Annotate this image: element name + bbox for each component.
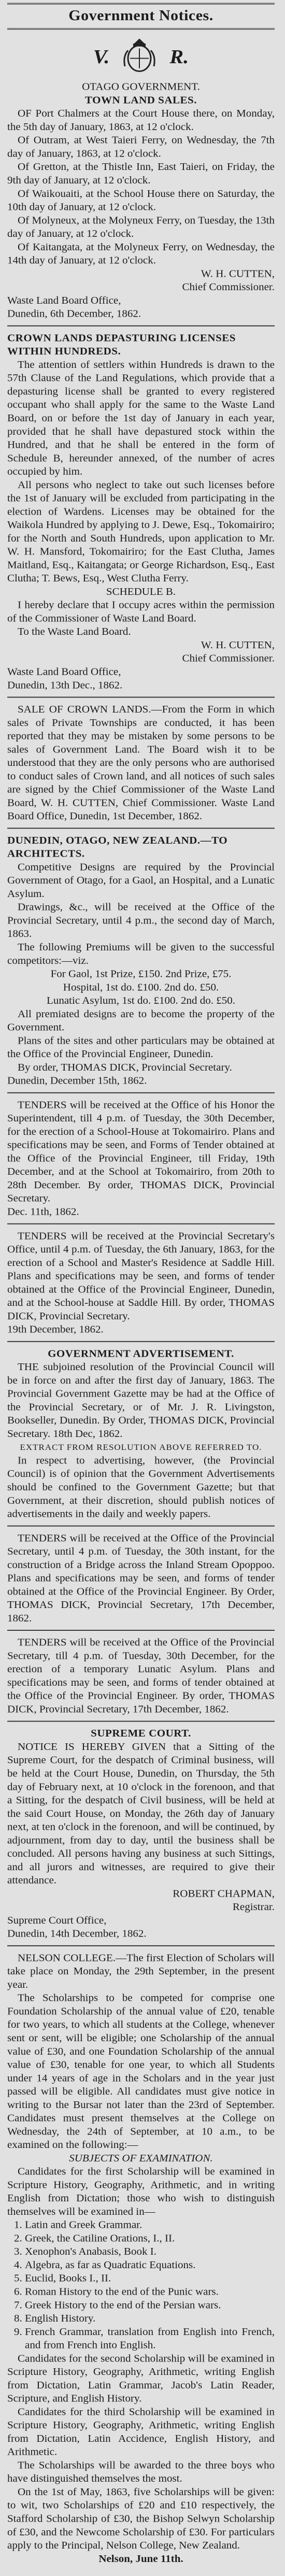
royal-crest xyxy=(7,33,275,80)
notice-paragraph: Of Molyneux, at the Molyneux Ferry, on Tuesday, the 13th day of January, at 12 o'clock. xyxy=(7,214,275,239)
notice-footer: 19th December, 1862. xyxy=(7,1323,104,1335)
notice-paragraph: TENDERS will be received at the Office of the Provincial Secretary, till 4 p.m. of Tuesday, 30th December, for the erection of a temporary Lunatic Asylum. Plans and specifications may be seen, and forms of tender obtained at the Office of the Provincial Engineer. By order, THOMAS DICK, Provincial Secretary, 17th December, 1862. xyxy=(7,1636,275,1715)
notice-paragraph: THE subjoined resolution of the Provincial Council will be in force on and after the first day of January, 1863. The Provincial Government Gazette may be had at the Office of the Provincial Secretary, or of Mr. J. R. Livingston, Bookseller, Dunedin. By Order, THOMAS DICK, Provincial Secretary. 18th Dec, 1862. xyxy=(7,1360,275,1440)
crest-letter-right: R. xyxy=(169,45,189,68)
notice-government-advertisement xyxy=(7,1347,275,1520)
notice-paragraph: All premiated designs are to become the property of the Government. xyxy=(7,1007,275,1033)
notice-signature-title: Chief Commissioner. xyxy=(182,280,275,293)
divider xyxy=(7,1526,275,1527)
premium-line: Hospital, 1st do. £100. 2nd do. £50. xyxy=(63,981,219,993)
notice-paragraph: Competitive Designs are required by the Provincial Government of Otago, for a Gaol, an Hospital, and a Lunatic Asylum. xyxy=(7,861,275,900)
notice-paragraph: Of Waikouaiti, at the School House there on Saturday, the 10th day of January, at 12 o'clock. xyxy=(7,187,275,213)
notice-paragraph: All persons who neglect to take out such licenses before the 1st of January will be excluded from participating in the election of Wardens. Licenses may be obtained for the Waikola Hundred by applying to J. Dewe, Esq., Tokomairiro; for the North and South Hundreds, upon application to Mr. W. H. Mansford, Tokomairiro; for the East Clutha, James Maitland, Esq., Kaitangata; or George Richardson, Esq., East Clutha; T. Bews, Esq., West Clutha Ferry. xyxy=(7,478,275,584)
page-title: Government Notices. xyxy=(7,3,275,30)
notice-sale-of-crown-lands xyxy=(7,703,275,823)
notice-paragraph: The attention of settlers within Hundreds is drawn to the 57th Clause of the Land Regulations, which provide that a depasturing license shall be granted to every registered occupant who shall apply for the same to the Waste Land Board, on or before the 1st day of January in each year, provided that he shall have depastured stock within the Hundred, and that he shall be entered in the form of Schedule B, hereunder annexed, of the number of acres occupied by him. xyxy=(7,358,275,477)
notice-footer: Supreme Court Office, xyxy=(7,1914,107,1926)
list-item: 4. Algebra, as far as Quadratic Equations. xyxy=(25,2258,275,2272)
premium-line: For Gaol, 1st Prize, £150. 2nd Prize, £75. xyxy=(50,967,232,980)
notice-footer: Nelson, June 11th. xyxy=(98,2552,183,2565)
divider xyxy=(7,1721,275,1722)
notice-paragraph: Candidates for the third Scholarship will be examined in Scripture History, Geography, Arithmetic, writing English from Dictation, Latin Accidence, English History, and Arithmetic. xyxy=(7,2406,275,2458)
notice-tenders-bridge xyxy=(7,1531,275,1625)
notice-signature-title: Registrar. xyxy=(232,1900,275,1913)
notice-tenders-school-tokomairiro xyxy=(7,1098,275,1218)
divider xyxy=(7,696,275,698)
notice-paragraph: SALE OF CROWN LANDS.—From the Form in which sales of Private Townships are conducted, it has been reported that they may be mistaken by some persons to be sales of Government Land. The Board wish it to be understood that they are the only persons who are authorised to conduct sales of Crown land, and all notices of such sales are signed by the Chief Commissioner of the Waste Land Board, W. H. CUTTEN, Chief Commissioner. Waste Land Board Office, Dunedin, 1st December, 1862. xyxy=(7,703,275,822)
notice-footer: Waste Land Board Office, xyxy=(7,294,121,306)
notice-footer: Dunedin, 14th December, 1862. xyxy=(7,1927,147,1940)
notice-signature: ROBERT CHAPMAN, xyxy=(173,1887,275,1900)
coat-of-arms-icon xyxy=(119,37,160,76)
schedule-text: I hereby declare that I occupy acres within the permission of the Commissioner of Waste Land Board. xyxy=(7,599,275,624)
notice-heading: OTAGO GOVERNMENT. xyxy=(82,80,200,93)
notice-footer: Dunedin, 13th Dec., 1862. xyxy=(7,679,123,691)
divider xyxy=(7,325,275,326)
notice-paragraph: The Scholarships to be competed for comprise one Foundation Scholarship of the annual value of £20, tenable for two years, to which all students at the College, whenever sent or sent, will be eligible; one Scholarship of the annual value of £30, and one Foundation Scholarship of the annual value of £30, tenable for one year, to which all Students under 14 years of age in the Scholars and in the year just passed will be eligible. All candidates must give notice in writing to the Bursar not later than the 23rd of September. Candidates must present themselves at the College on Wednesday, the 24th of September, at 10 a.m., to be examined on the following:— xyxy=(7,1991,275,2151)
list-item: 2. Greek, the Catiline Orations, I., II. xyxy=(25,2231,275,2245)
list-item: 7. Greek History to the end of the Persian wars. xyxy=(25,2298,275,2312)
notice-tenders-saddle-hill xyxy=(7,1229,275,1336)
notice-paragraph: TENDERS will be received at the Office of his Honor the Superintendent, till 4 p.m. of Tuesday, the 30th December, for the erection of a School-House at Tokomairiro. Plans and specifications may be seen, and Forms of Tender obtained at the Office of the Provincial Engineer, till Friday, 19th December, and at the School at Tokomairiro, from 20th to 28th December. By order, THOMAS DICK, Provincial Secretary. xyxy=(7,1099,275,1204)
notice-heading: SUPREME COURT. xyxy=(91,1727,191,1739)
extract-heading: EXTRACT FROM RESOLUTION ABOVE REFERRED TO. xyxy=(20,1442,262,1452)
notice-paragraph: Candidates for the second Scholarship will be examined in Scripture History, Geography, Arithmetic, writing English from Dictation, Latin Grammar, Jacob's Latin Reader, Scripture, and English History. xyxy=(7,2352,275,2404)
premium-line: Lunatic Asylum, 1st do. £100. 2nd do. £50. xyxy=(47,994,235,1006)
notice-footer: Dunedin, 6th December, 1862. xyxy=(7,307,141,320)
notice-heading: GOVERNMENT ADVERTISEMENT. xyxy=(48,1347,234,1360)
notice-paragraph: Of Kaitangata, at the Molyneux Ferry, on Wednesday, the 14th day of January, at 12 o'clock. xyxy=(7,240,275,266)
notice-subheading: TOWN LAND SALES. xyxy=(85,94,197,106)
notice-heading: DUNEDIN, OTAGO, NEW ZEALAND.—TO ARCHITECTS. xyxy=(7,834,228,860)
notice-paragraph: OF Port Chalmers at the Court House there, on Monday, the 5th day of January, 1863, at 12 o'clock. xyxy=(7,107,275,133)
notice-paragraph: The following Premiums will be given to the successful competitors:—viz. xyxy=(7,941,275,966)
notice-footer: Waste Land Board Office, xyxy=(7,665,121,678)
notice-paragraph: The Scholarships will be awarded to the three boys who have distinguished themselves the most. xyxy=(7,2459,275,2484)
notice-paragraph: NELSON COLLEGE.—The first Election of Scholars will take place on Monday, the 29th September, in the present year. xyxy=(7,1952,275,1990)
notice-footer: Dunedin, December 15th, 1862. xyxy=(7,1074,147,1087)
notice-signature: By order, THOMAS DICK, Provincial Secretary. xyxy=(18,1061,232,1073)
notice-paragraph: TENDERS will be received at the Provincial Secretary's Office, until 4 p.m. of Tuesday, the 6th January, 1863, for the erection of a School and Master's Residence at Saddle Hill. Plans and specifications may be seen, and forms of tender obtained at the Office of the Provincial Engineer, Dunedin, and at the School-house at Saddle Hill. By order, THOMAS DICK, Provincial Secretary. xyxy=(7,1230,275,1322)
notice-heading: CROWN LANDS DEPASTURING LICENSES WITHIN HUNDREDS. xyxy=(7,332,236,357)
list-item: 5. Euclid, Books I., II. xyxy=(25,2272,275,2285)
notice-tenders-lunatic-asylum xyxy=(7,1636,275,1716)
list-item: 6. Roman History to the end of the Punic wars. xyxy=(25,2285,275,2298)
notice-to-architects xyxy=(7,834,275,1088)
notice-nelson-college xyxy=(7,1951,275,2565)
notice-paragraph: TENDERS will be received at the Office of the Provincial Secretary, until 4 p.m. of Tuesday, the 30th instant, for the construction of a Bridge across the Inland Stream Opoppoo. Plans and specifications may be seen, and forms of tender obtained at the Office of the Provincial Engineer. By Order, THOMAS DICK, Provincial Secretary, 17th December, 1862. xyxy=(7,1532,275,1624)
notice-paragraph: Plans of the sites and other particulars may be obtained at the Office of the Provincial Engineer, Dunedin. xyxy=(7,1034,275,1060)
divider xyxy=(7,1630,275,1631)
notice-paragraph: Of Outram, at West Taieri Ferry, on Wednesday, the 7th day of January, 1863, at 12 o'clock. xyxy=(7,134,275,160)
notice-paragraph: On the 1st of May, 1863, five Scholarships will be given: to wit, two Scholarships of £20 and £10 respectively, the Stafford Scholarship of £30, the Bishop Selwyn Scholarship of £30, and the Newcome Scholarship of £30. For particulars apply to the Principal, Nelson College, New Zealand. xyxy=(7,2485,275,2551)
notices-column xyxy=(7,0,275,2570)
notice-depasturing-licenses xyxy=(7,331,275,692)
notice-paragraph: Of Gretton, at the Thistle Inn, East Taieri, on Friday, the 9th day of January, at 12 o'clock. xyxy=(7,161,275,186)
list-item: 3. Xenophon's Anabasis, Book I. xyxy=(25,2245,275,2258)
divider xyxy=(7,1223,275,1225)
notice-footer: Dec. 11th, 1862. xyxy=(7,1205,79,1218)
notice-paragraph: In respect to advertising, however, (the Provincial Council) is of opinion that the Government Advertisements should be confined to the Government Gazette; but that Government, at their discretion, should publish notices of advertisements in the daily and weekly papers. xyxy=(7,1454,275,1520)
notice-town-land-sales xyxy=(7,80,275,321)
divider xyxy=(7,1945,275,1946)
notice-paragraph: Candidates for the first Scholarship will be examined in Scripture History, Geography, Arithmetic, and in writing English from Dictation; those who wish to distinguish themselves will be examined in— xyxy=(7,2165,275,2217)
notice-signature-title: Chief Commissioner. xyxy=(182,652,275,664)
subjects-heading: SUBJECTS OF EXAMINATION. xyxy=(69,2152,213,2164)
notice-signature: W. H. CUTTEN, xyxy=(201,267,275,280)
crest-letter-left: V. xyxy=(93,45,110,68)
divider xyxy=(7,1092,275,1093)
list-item: 9. French Grammar, translation from English into French, and from French into English. xyxy=(25,2325,275,2352)
schedule-to: To the Waste Land Board. xyxy=(18,625,131,637)
notice-paragraph: NOTICE IS HEREBY GIVEN that a Sitting of the Supreme Court, for the despatch of Criminal business, will be held at the Court House, Dunedin, on Thursday, the 5th day of February next, at 10 o'clock in the forenoon, and that a Sitting, for the despatch of Civil business, will be held at the said Court House, on Monday, the 26th day of January next, at ten o'clock in the forenoon, and will be continued, by adjournment, from day to day, until the business shall be concluded. All persons having any business at such Sittings, and all jurors and witnesses, are required to give their attendance. xyxy=(7,1740,275,1886)
schedule-title: SCHEDULE B. xyxy=(106,585,176,597)
notice-signature: W. H. CUTTEN, xyxy=(201,638,275,651)
list-item: 1. Latin and Greek Grammar. xyxy=(25,2218,275,2232)
subjects-list xyxy=(7,2218,275,2352)
divider xyxy=(7,828,275,829)
list-item: 8. English History. xyxy=(25,2312,275,2325)
divider xyxy=(7,1341,275,1342)
notice-paragraph: Drawings, &c., will be received at the Office of the Provincial Secretary, until 4 p.m., the second day of March, 1863. xyxy=(7,901,275,940)
notice-supreme-court xyxy=(7,1727,275,1940)
